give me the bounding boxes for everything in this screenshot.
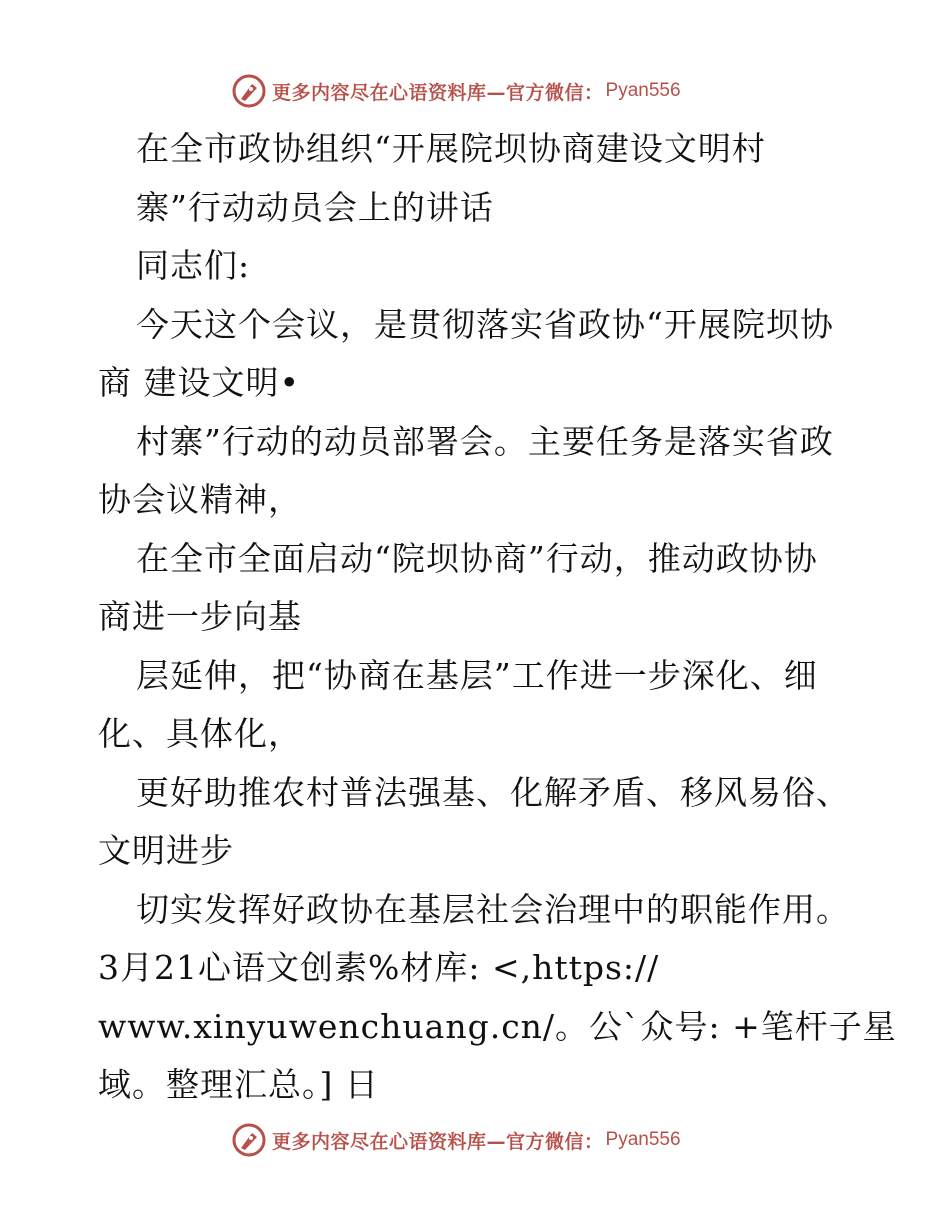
document-body (98, 120, 897, 1115)
doc-paragraph-line: www.xinyuwenchuang.cn/。公`众号: +笔杆子星 (98, 1006, 897, 1046)
footer-banner-text: 更多内容尽在心语资料库—官方微信： (272, 1130, 604, 1153)
pen-nib-icon (232, 74, 266, 108)
doc-title-line-2: 寨”行动动员会上的讲话 (136, 187, 494, 227)
doc-title-line-1: 在全市政协组织“开展院坝协商建设文明村 (136, 129, 766, 168)
header-banner-contact: Pyan556 (605, 80, 681, 101)
doc-paragraph-line: 更好助推农村普法强基、化解矛盾、移风易俗、 (136, 772, 850, 812)
doc-paragraph-line: 域。整理汇总。] 日 (98, 1065, 379, 1104)
header-banner (232, 71, 752, 111)
doc-paragraph-line: 文明进步 (98, 831, 234, 870)
doc-paragraph-line: 协会议精神， (98, 480, 302, 519)
doc-paragraph-line: 商 建设文明• (98, 363, 300, 402)
footer-banner-contact: Pyan556 (605, 1129, 681, 1150)
header-banner-text: 更多内容尽在心语资料库—官方微信： (272, 81, 604, 104)
footer-banner (232, 1120, 752, 1160)
doc-paragraph-line: 在全市全面启动“院坝协商”行动，推动政协协 (136, 538, 818, 578)
doc-paragraph-line: 3月21心语文创素%材库: <,https:// (98, 948, 660, 987)
doc-paragraph-line: 化、具体化， (98, 714, 302, 753)
doc-salutation: 同志们: (136, 246, 251, 285)
pen-nib-icon (232, 1123, 266, 1157)
doc-paragraph-line: 村寨”行动的动员部署会。主要任务是落实省政 (136, 421, 834, 461)
doc-paragraph-line: 切实发挥好政协在基层社会治理中的职能作用。 (136, 889, 850, 929)
doc-paragraph-line: 商进一步向基 (98, 597, 302, 636)
doc-paragraph-line: 层延伸，把“协商在基层”工作进一步深化、细 (136, 655, 818, 695)
doc-paragraph-line: 今天这个会议，是贯彻落实省政协“开展院坝协 (136, 304, 834, 344)
